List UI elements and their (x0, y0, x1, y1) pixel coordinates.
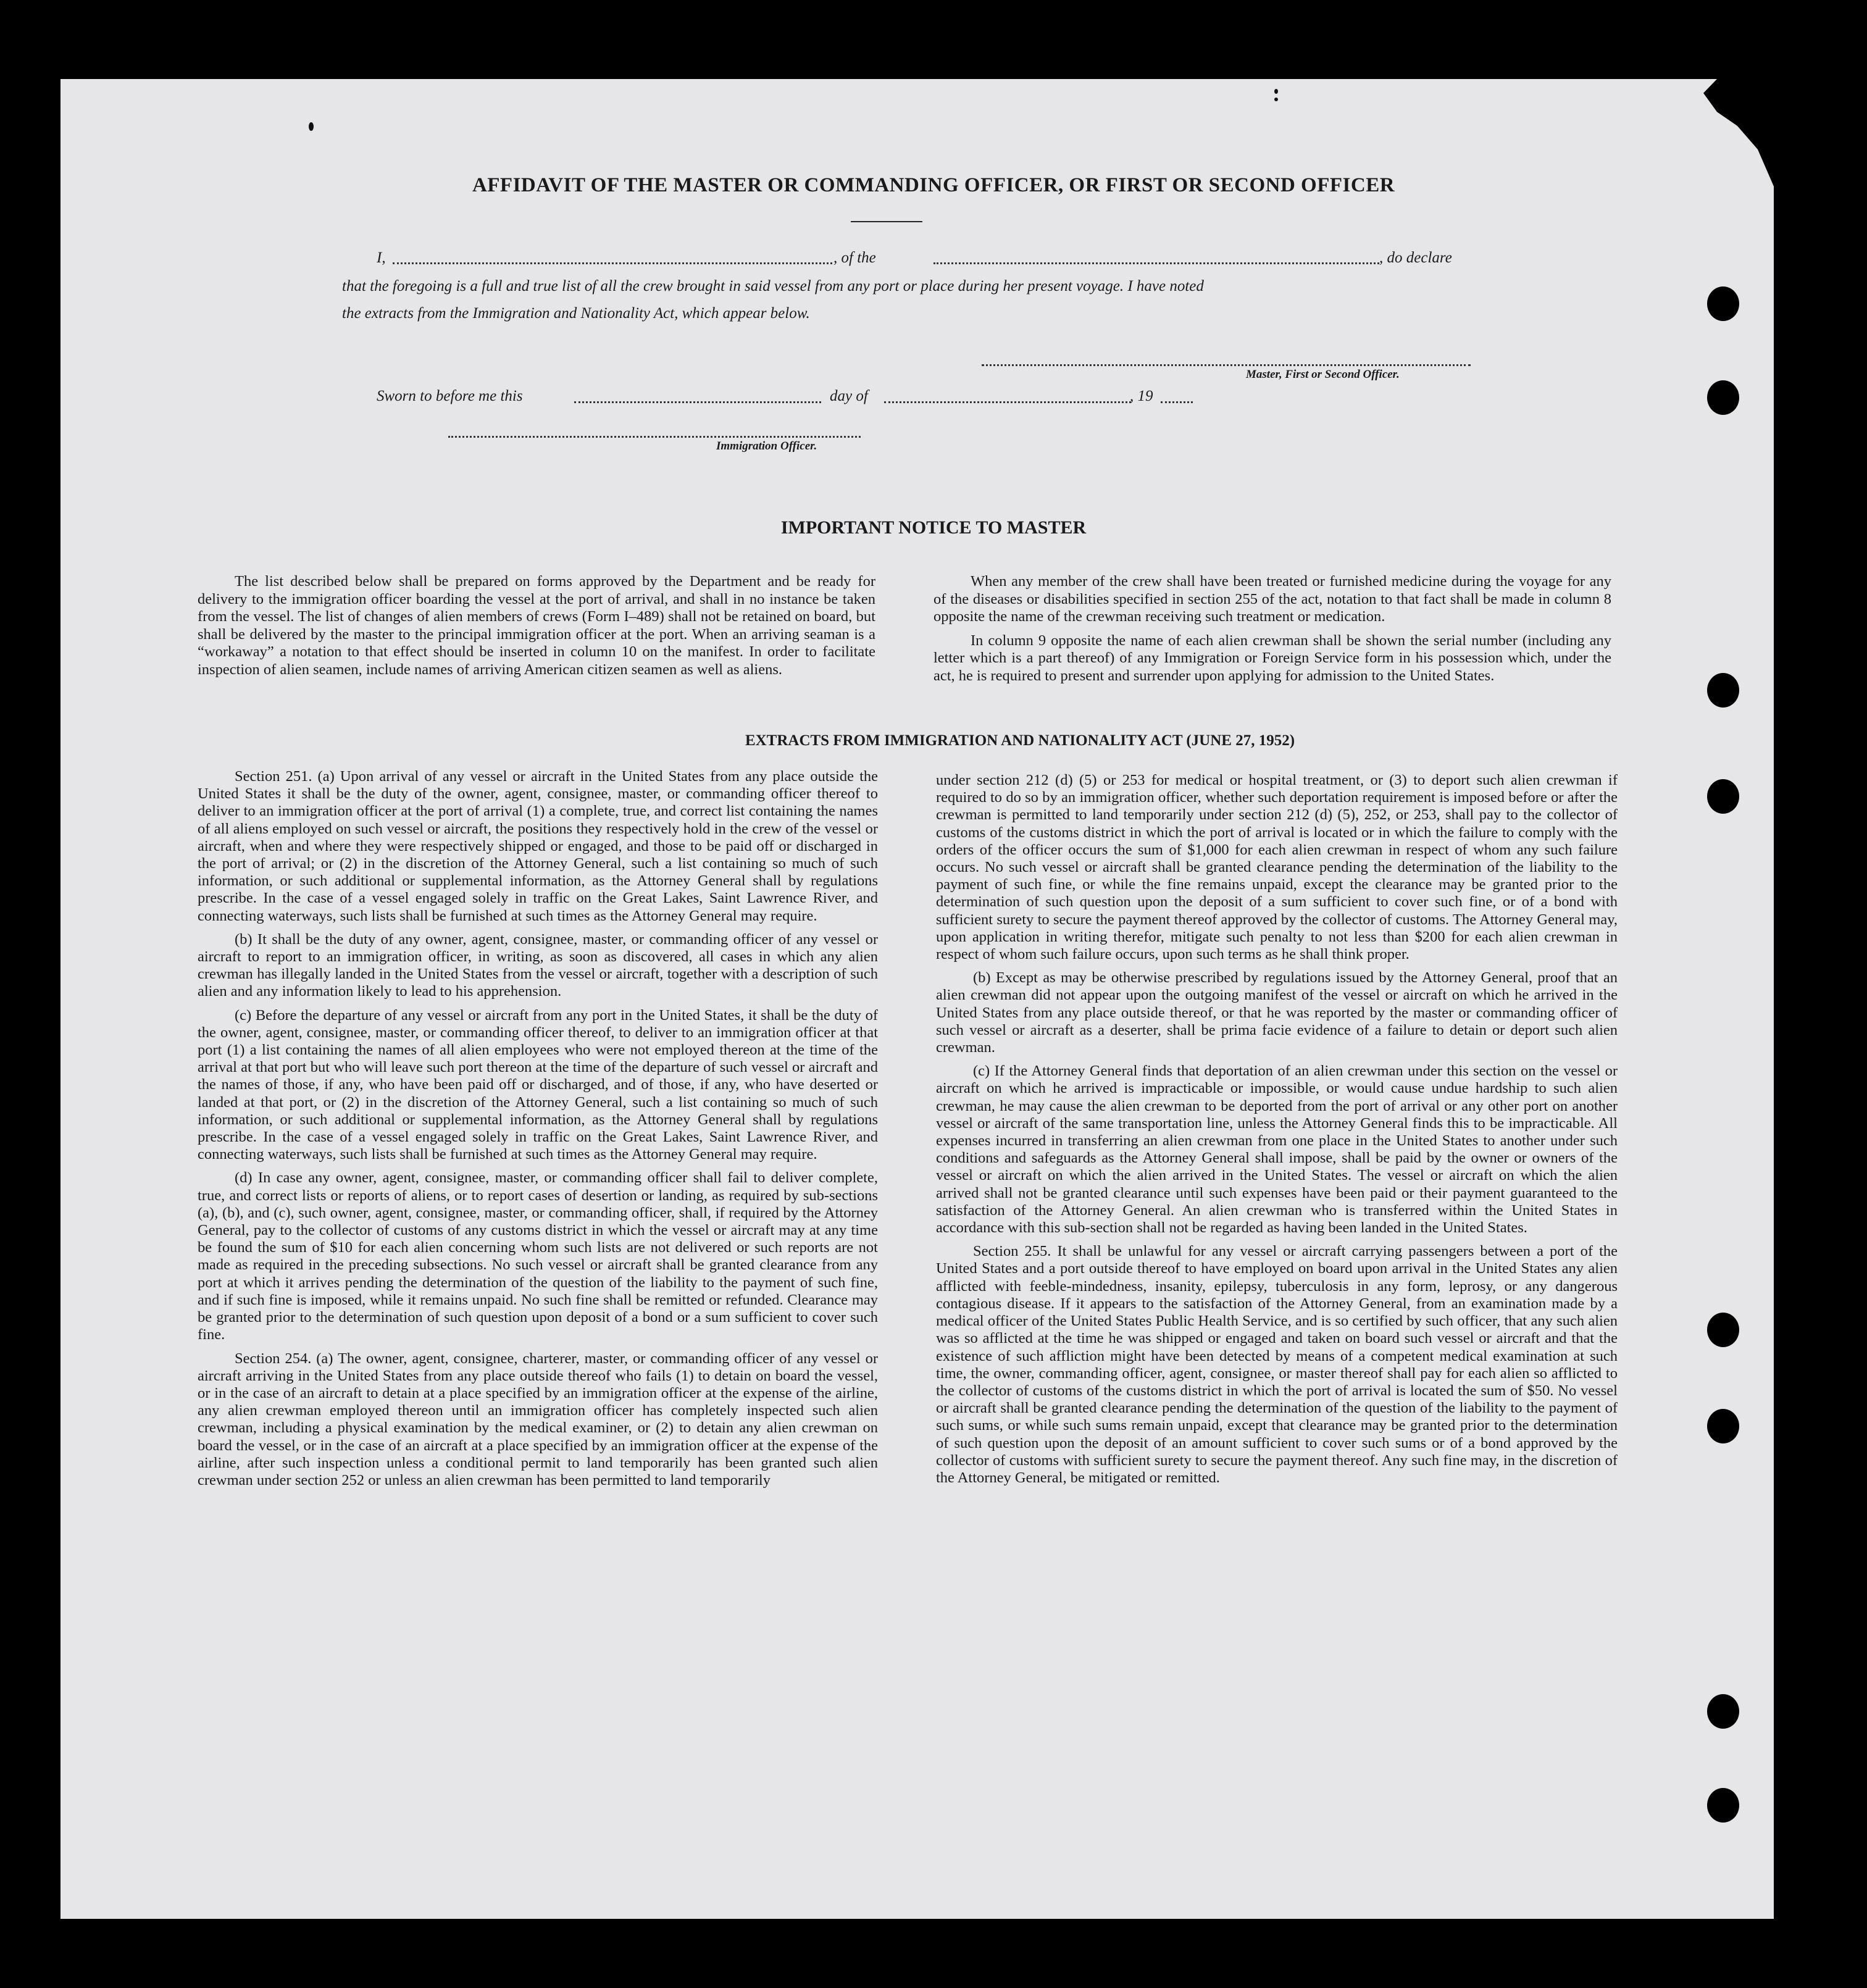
affidavit-line-3: the extracts from the Immigration and Nationality Act, which appear below. (342, 305, 810, 322)
notice-right-column (934, 573, 1611, 685)
officer-caption: Immigration Officer. (716, 440, 817, 453)
sworn-day-field[interactable] (574, 401, 821, 403)
punch-hole (1707, 779, 1739, 814)
master-caption: Master, First or Second Officer. (1246, 368, 1400, 381)
section-255: Section 255. It shall be unlawful for any vessel or aircraft carrying passengers between a port of the United States and a port outside thereof to have employed on board upon arrival in the United States any alien afflicted with feeble-mindedness, insanity, epilepsy, tuberculosis in any form, leprosy, or any dangerous contagious disease. If it appears to the satisfaction of the Attorney General, from an examination made by a medical officer of the United States Public Health Service, and is so certified by such officer, that any such alien was so afflicted at the time he was shipped or engaged and taken on board such vessel or aircraft and that the existence of such affliction might have been detected by means of a competent medical examination at such time, the owner, commanding officer, agent, consignee, or master thereof shall pay for each alien so afflicted to the collector of customs of the customs district in which the port of arrival is located the sum of $50. No vessel or aircraft shall be granted clearance pending the determination of the question of the liability to the payment of such sums, or while such sums remain unpaid, except that clearance may be granted prior to the determination of such question upon the deposit of an amount sufficient to cover such sums or of a bond approved by the collector of customs with sufficient surety to secure the payment thereof. Any such fine may, in the discretion of the Attorney General, be mitigated or remitted. (936, 1243, 1618, 1486)
name-field[interactable] (393, 262, 832, 264)
ink-speck (1274, 98, 1278, 101)
notice-paragraph: The list described below shall be prepared on forms approved by the Department and be ready for delivery to the immigration officer boarding the vessel at the port of arrival, and shall in no instance be taken from the vessel. The list of changes of alien members of crews (Form I–489) shall not be retained on board, but shall be delivered by the master to the principal immigration officer at the port. When an arriving seaman is a “workaway” a notation to that effect should be inserted in column 10 on the manifest. In order to facilitate inspection of alien seamen, include names of arriving American citizen seamen as well as aliens. (198, 573, 875, 678)
punch-hole (1707, 380, 1739, 415)
notice-title: IMPORTANT NOTICE TO MASTER (780, 517, 1087, 538)
notice-left-column (198, 573, 875, 679)
sworn-label: Sworn to before me this (377, 388, 523, 404)
section-254b: (b) Except as may be otherwise prescribed by regulations issued by the Attorney General, proof that an alien crewman did not appear upon the outgoing manifest of the vessel or aircraft on which he arrived in the United States from any place outside thereof, or that he was reported by the master or commanding officer of such vessel or aircraft as a deserter, shall be prima facie evidence of a failure to detain or deport such alien crewman. (936, 969, 1618, 1056)
notice-paragraph: In column 9 opposite the name of each alien crewman shall be shown the serial number (including any letter which is a part thereof) of any Immigration or Foreign Service form in his possession which, under the act, he is required to present and surrender upon applying for admission to the United States. (934, 632, 1611, 684)
title-underline (851, 221, 922, 222)
day-of-label: day of (830, 388, 868, 404)
punch-hole (1707, 673, 1739, 708)
ink-speck (309, 122, 314, 131)
punch-hole (1707, 1409, 1739, 1443)
section-251a: Section 251. (a) Upon arrival of any vessel or aircraft in the United States from any place outside the United States it shall be the duty of the owner, agent, consignee, master, or commanding officer thereof to deliver to an immigration officer at the port of arrival (1) a complete, true, and correct list containing the names of all aliens employed on such vessel or aircraft, the positions they respectively hold in the crew of the vessel or aircraft, when and where they were respectively shipped or engaged, and those to be paid off or discharged in the port of arrival; or (2) in the discretion of the Attorney General, such a list containing so much of such information, or such additional or supplemental information, as the Attorney General shall by regulations prescribe. In the case of a vessel engaged solely in traffic on the Great Lakes, Saint Lawrence River, and connecting waterways, such lists shall be furnished at such times as the Attorney General may require. (198, 768, 878, 924)
affidavit-of-the-label: , of the (833, 249, 876, 266)
affidavit-do-declare-label: , do declare (1379, 249, 1452, 266)
sworn-month-field[interactable] (884, 401, 1131, 403)
punch-hole (1707, 1313, 1739, 1347)
officer-signature-field[interactable] (448, 436, 861, 438)
punch-hole (1707, 1694, 1739, 1729)
sworn-year-field[interactable] (1161, 401, 1193, 403)
punch-hole (1707, 286, 1739, 321)
section-254a: Section 254. (a) The owner, agent, consignee, charterer, master, or commanding officer of any vessel or aircraft arriving in the United States from any place outside thereof who fails (1) to detain on board the vessel, or in the case of an aircraft to detain at a place specified by an immigration officer at the expense of the airline, any alien crewman employed thereon until an immigration officer has completely inspected such alien crewman, including a physical examination by the medical examiner, or (2) to detain any alien crewman on board the vessel, or in the case of an aircraft at a place specified by an immigration officer at the expense of the airline, after such inspection unless a conditional permit to land temporarily has been granted such alien crewman under section 252 or unless an alien crewman has been permitted to land temporarily (198, 1350, 878, 1489)
master-signature-field[interactable] (982, 364, 1471, 366)
section-251b: (b) It shall be the duty of any owner, agent, consignee, master, or commanding officer of any vessel or aircraft to report to an immigration officer, in writing, as soon as discovered, all cases in which any alien crewman has illegally landed in the United States from the vessel or aircraft, together with a description of such alien and any information likely to lead to his apprehension. (198, 930, 878, 1000)
section-251c: (c) Before the departure of any vessel or aircraft from any port in the United States, it shall be the duty of the owner, agent, consignee, master, or commanding officer thereof, to deliver to an immigration officer at that port (1) a list containing the names of all alien employees who were not employed thereon at the time of the arrival at that port but who will leave such port thereon at the time of the departure of such vessel or aircraft and the names of those, if any, who have been paid off or discharged, and of those, if any, who have deserted or landed at that port, or (2) in the discretion of the Attorney General, such a list containing so much of such information, or such additional or supplemental information, as the Attorney General shall by regulations prescribe. In the case of a vessel engaged solely in traffic on the Great Lakes, Saint Lawrence River, and connecting waterways, such lists shall be furnished at such times as the Attorney General may require. (198, 1006, 878, 1163)
punch-hole (1707, 1788, 1739, 1823)
affidavit-line-2: that the foregoing is a full and true list of all the crew brought in said vessel from any port or place during her present voyage. I have noted (342, 278, 1204, 294)
section-254a-cont: under section 212 (d) (5) or 253 for medical or hospital treatment, or (3) to deport such alien crewman if required to do so by an immigration officer, whether such deportation requirement is imposed before or after the crewman is permitted to land temporarily under section 212 (d) (5), 252, or 253, shall pay to the collector of customs of the customs district in which the port of arrival is located or in which the failure to comply with the orders of the officer occurs the sum of $1,000 for each alien crewman in respect of whom any such failure occurs. No such vessel or aircraft shall be granted clearance pending the determination of the liability to the payment of such fine, or while the fine remains unpaid, except the clearance may be granted prior to the determination of such question upon the deposit of a sum sufficient to cover such fine, or of a bond with sufficient surety to secure the payment thereof approved by the collector of customs. The Attorney General may, upon application in writing therefor, mitigate such penalty to not less than $200 for each alien crewman in respect of whom such failure occurs, upon such terms as he shall think proper. (936, 772, 1618, 963)
notice-paragraph: When any member of the crew shall have been treated or furnished medicine during the voyage for any of the diseases or disabilities specified in section 255 of the act, notation to that fact shall be made in column 8 opposite the name of the crewman receiving such treatment or medication. (934, 573, 1611, 625)
vessel-field[interactable] (934, 262, 1379, 264)
affidavit-i-label: I, (377, 249, 386, 266)
extracts-right-column (936, 772, 1618, 1487)
extracts-title: EXTRACTS FROM IMMIGRATION AND NATIONALITY ACT (JUNE 27, 1952) (745, 732, 1295, 749)
ink-speck (1274, 89, 1278, 94)
affidavit-title: AFFIDAVIT OF THE MASTER OR COMMANDING OFFICER, OR FIRST OR SECOND OFFICER (472, 174, 1395, 196)
section-251d: (d) In case any owner, agent, consignee, master, or commanding officer shall fail to deliver complete, true, and correct lists or reports of aliens, or to report cases of desertion or landing, as required by sub-sections (a), (b), and (c), such owner, agent, consignee, master, or commanding officer, shall, if required by the Attorney General, pay to the collector of customs of any customs district in which the vessel or aircraft may at any time be found the sum of $10 for each alien concerning whom such lists are not delivered or such reports are not made as required in the preceding subsections. No such vessel or aircraft shall be granted clearance from any port at which it arrives pending the determination of the question of the liability to the payment of such fine, and if such fine is imposed, while it remains unpaid. No such fine shall be remitted or refunded. Clearance may be granted prior to the determination of such question upon deposit of a bond or a sum sufficient to cover such fine. (198, 1169, 878, 1343)
year-label: , 19 (1130, 388, 1153, 404)
section-254c: (c) If the Attorney General finds that deportation of an alien crewman under this section on the vessel or aircraft on which he arrived is impracticable or impossible, or would cause undue hardship to such alien crewman, he may cause the alien crewman to be deported from the port of arrival or any other port on another vessel or aircraft of the same transportation line, unless the Attorney General finds this to be impracticable. All expenses incurred in transferring an alien crewman from one place in the United States to another under such conditions and safeguards as the Attorney General shall impose, shall be paid by the owner or owners of the vessel or aircraft on which the alien arrived in the United States. The vessel or aircraft on which the alien arrived shall not be granted clearance until such expenses have been paid or their payment guaranteed to the satisfaction of the Attorney General. An alien crewman who is transferred within the United States in accordance with this sub-section shall not be regarded as having been landed in the United States. (936, 1063, 1618, 1237)
extracts-left-column (198, 768, 878, 1489)
